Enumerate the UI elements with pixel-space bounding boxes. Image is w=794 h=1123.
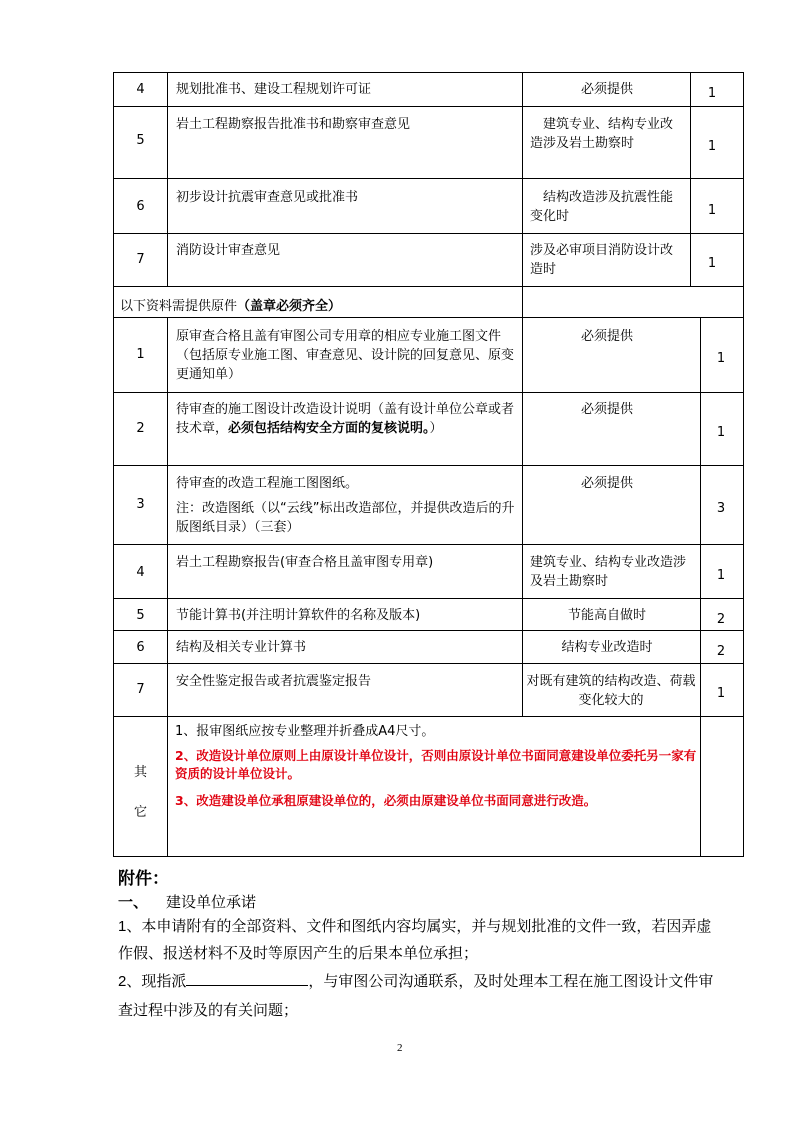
required-condition: 必须提供 — [580, 82, 633, 97]
required-condition: 对既有建筑的结构改造、荷载变化较大的 — [526, 674, 696, 708]
note-1: 1、报审图纸应按专业整理并折叠成A4尺寸。 — [175, 724, 435, 739]
material-name: 岩土工程勘察报告(审查合格且盖审图专用章) — [176, 555, 434, 570]
row-number: 7 — [136, 252, 145, 267]
material-name: 原审查合格且盖有审图公司专用章的相应专业施工图文件（包括原专业施工图、审查意见、设计院的回复意见、原变更通知单） — [176, 329, 515, 382]
other-label-2: 它 — [133, 805, 147, 820]
copy-count: 2 — [716, 612, 726, 627]
copy-count: 1 — [707, 256, 717, 271]
required-condition: 必须提供 — [580, 476, 633, 491]
material-name: 待审查的改造工程施工图图纸。 — [176, 476, 359, 491]
row-number: 6 — [136, 640, 145, 655]
row-number: 7 — [136, 682, 145, 697]
copy-count: 1 — [716, 425, 726, 440]
copy-count: 1 — [716, 351, 726, 366]
appendix-heading: 一、 建设单位承诺 — [118, 894, 257, 911]
row-number: 4 — [136, 565, 145, 580]
copy-count: 2 — [716, 644, 726, 659]
material-name: 安全性鉴定报告或者抗震鉴定报告 — [176, 674, 372, 689]
required-condition: 结构专业改造时 — [561, 640, 653, 655]
material-name: 节能计算书(并注明计算软件的名称及版本) — [176, 608, 421, 623]
material-name: 待审查的施工图设计改造设计说明（盖有设计单位公章或者技术章，必须包括结构安全方面的复核说明。） — [176, 402, 515, 436]
note-2: 2、改造设计单位原则上由原设计单位设计，否则由原设计单位书面同意建设单位委托另一家有资质的设计单位设计。 — [175, 748, 697, 781]
appendix-title: 附件： — [118, 869, 169, 888]
copy-count: 3 — [716, 501, 726, 516]
material-name: 结构及相关专业计算书 — [176, 640, 307, 655]
copy-count: 1 — [716, 686, 726, 701]
required-condition: 建筑专业、结构专业改造涉及岩土勘察时 — [530, 117, 674, 151]
row-number: 1 — [136, 347, 145, 362]
required-condition: 结构改造涉及抗震性能变化时 — [530, 190, 674, 224]
copy-count: 1 — [716, 568, 726, 583]
material-name: 岩土工程勘察报告批准书和勘察审查意见 — [176, 117, 411, 132]
copy-count: 1 — [707, 86, 717, 101]
row-number: 2 — [136, 421, 145, 436]
designee-blank[interactable] — [186, 971, 308, 986]
section-header: 以下资料需提供原件（盖章必须齐全） — [120, 299, 342, 314]
row-number: 5 — [136, 133, 145, 148]
commitment-paragraph-2: 2、现指派 ，与审图公司沟通联系，及时处理本工程在施工图设计文件审查过程中涉及的有关问题； — [118, 973, 714, 1019]
required-condition: 涉及必审项目消防设计改造时 — [530, 243, 674, 277]
required-condition: 建筑专业、结构专业改造涉及岩土勘察时 — [530, 555, 687, 589]
row-number: 3 — [136, 497, 145, 512]
other-label-1: 其 — [133, 765, 147, 780]
material-name: 规划批准书、建设工程规划许可证 — [176, 82, 372, 97]
material-name: 消防设计审查意见 — [176, 243, 281, 258]
commitment-paragraph-1: 1、本申请附有的全部资料、文件和图纸内容均属实，并与规划批准的文件一致，若因弄虚作假、报送材料不及时等原因产生的后果本单位承担； — [118, 918, 712, 962]
required-condition: 节能高自做时 — [567, 608, 646, 623]
page-number: 2 — [397, 1042, 403, 1054]
row-number: 4 — [136, 82, 145, 97]
row-number: 5 — [136, 608, 145, 623]
copy-count: 1 — [707, 139, 717, 154]
row-number: 6 — [136, 199, 145, 214]
material-name: 初步设计抗震审查意见或批准书 — [176, 190, 359, 205]
note-3: 3、改造建设单位承租原建设单位的，必须由原建设单位书面同意进行改造。 — [175, 793, 597, 808]
required-condition: 必须提供 — [580, 329, 633, 344]
required-condition: 必须提供 — [580, 402, 633, 417]
copy-count: 1 — [707, 203, 717, 218]
material-note: 注：改造图纸（以“云线”标出改造部位，并提供改造后的升版图纸目录）（三套） — [176, 501, 515, 535]
